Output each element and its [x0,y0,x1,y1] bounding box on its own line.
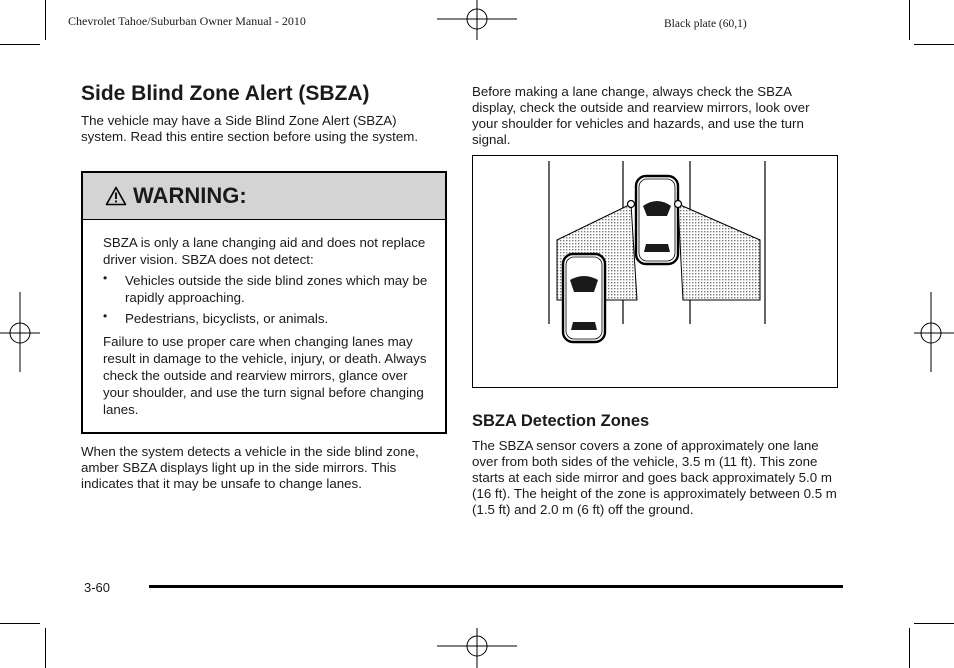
warning-bullet-text: Pedestrians, bicyclists, or animals. [125,311,329,326]
warning-body [103,234,428,418]
section-title: Side Blind Zone Alert (SBZA) [81,82,370,105]
warning-bullet-text: Vehicles outside the side blind zones which may be rapidly approaching. [125,273,428,305]
warning-triangle-icon [105,186,127,206]
manual-title: Chevrolet Tahoe/Suburban Owner Manual - 2010 [68,14,306,28]
sbza-detection-zone-diagram [472,155,838,388]
page-number: 3-60 [84,580,111,595]
detection-zones-heading: SBZA Detection Zones [472,412,650,430]
registration-mark-top [437,0,517,40]
sbza-diagram-svg [473,156,837,387]
lane-change-paragraph: Before making a lane change, always check the SBZA display, check the outside and rearview mirrors, look over your shoulder for vehicles and hazards, and use the turn signal. [472,84,810,147]
warning-box [81,171,447,434]
registration-mark-right [914,292,954,372]
warning-bullet: • Vehicles outside the side blind zones which may be rapidly approaching. [103,271,428,305]
warning-header [83,173,445,220]
right-detection-zone [678,204,760,300]
warning-label: WARNING: [133,183,247,208]
warning-text-2: Failure to use proper care when changing lanes may result in damage to the vehicle, injury, or death. Always check the outside and rearview mirrors, glance over your shoulder, and use the turn signal before changing lanes. [103,334,427,417]
plate-label: Black plate (60,1) [664,18,747,30]
warning-bullet: • Pedestrians, bicyclists, or animals. [103,309,329,326]
footer-rule [149,585,843,588]
registration-mark-left [0,292,40,372]
section-intro: The vehicle may have a Side Blind Zone Alert (SBZA) system. Read this entire section before using the system. [81,113,419,144]
registration-mark-bottom [437,628,517,668]
detection-zones-paragraph: The SBZA sensor covers a zone of approximately one lane over from both sides of the vehicle, 3.5 m (11 ft). This zone starts at each side mirror and goes back approximately 5.0 m (16 ft). The height of the zone is approximately between 0.5 m (1.5 ft) and 2.0 m (6 ft) off the ground. [472,438,837,517]
warning-text-1: SBZA is only a lane changing aid and does not replace driver vision. SBZA does not detect: [103,235,426,267]
detection-alert-paragraph: When the system detects a vehicle in the side blind zone, amber SBZA displays light up in the side mirrors. This indicates that it may be unsafe to change lanes. [81,444,419,491]
